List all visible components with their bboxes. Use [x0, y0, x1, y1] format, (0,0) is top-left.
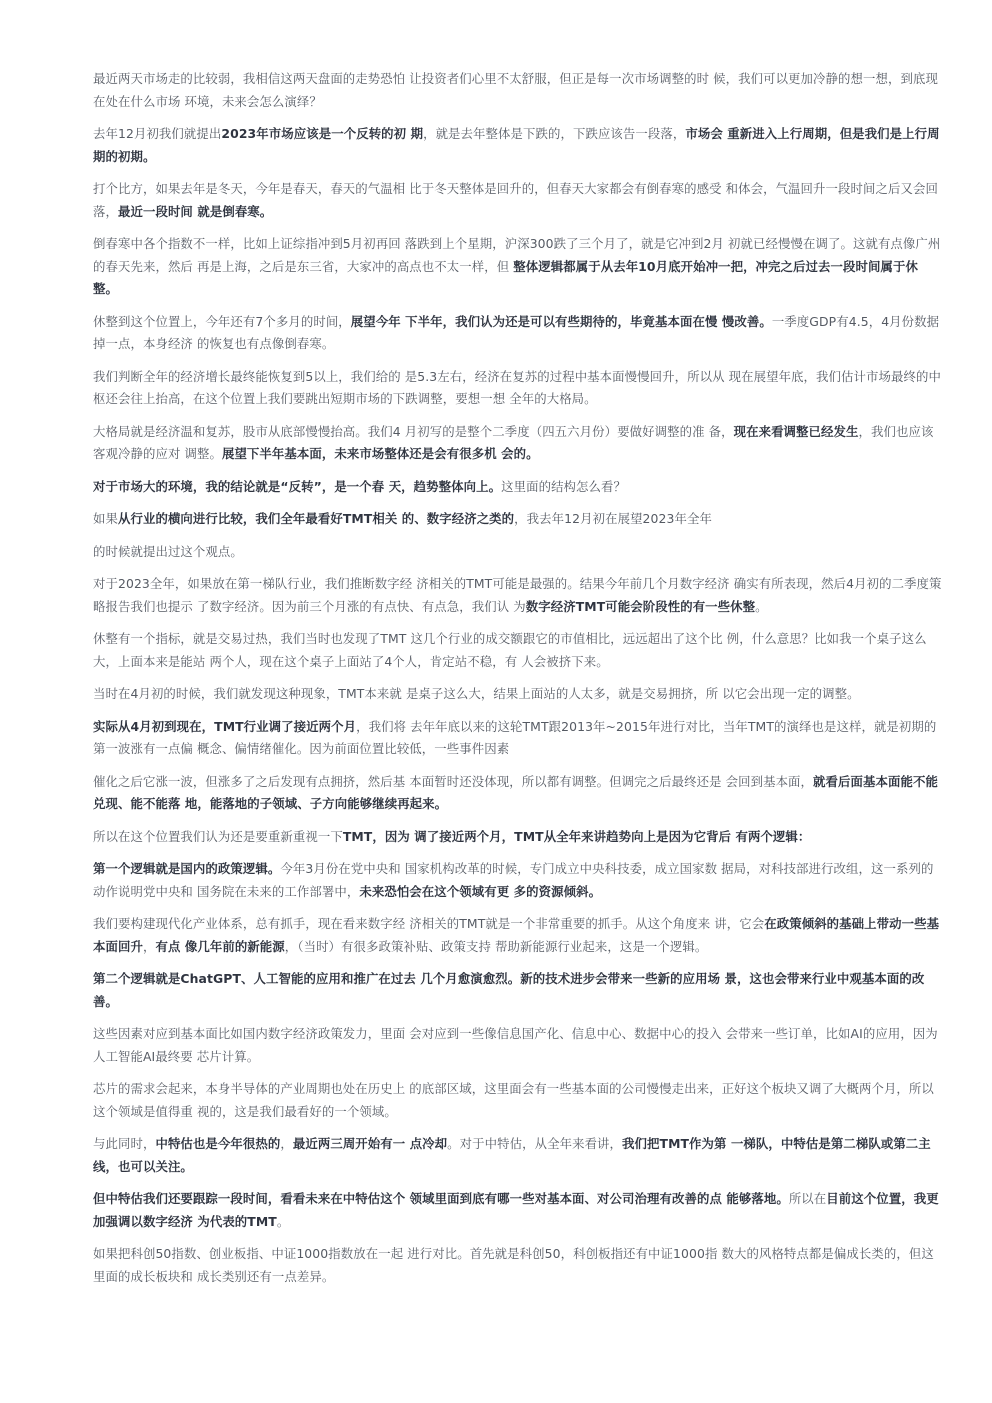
paragraph [93, 628, 942, 673]
body-text: 的时候就提出过这个观点。 [93, 543, 243, 559]
body-text: 所以在 [788, 1191, 827, 1206]
paragraph [93, 1243, 942, 1288]
paragraph [93, 683, 942, 706]
paragraph [93, 1133, 942, 1178]
bold-text: 实际从4月初到现在，TMT行业调了接近两个月 [93, 718, 357, 734]
bold-text: 数字经济TMT可能会阶段性的有一些休整 [525, 598, 756, 614]
paragraph [93, 1188, 942, 1233]
bold-text: 第一个逻辑就是国内的政策逻辑。 [93, 861, 281, 876]
bold-text: 展望今年 下半年，我们认为还是可以有些期待的，毕竟基本面在慢 慢改善。 [350, 313, 772, 329]
paragraph [93, 771, 942, 816]
body-text: 催化之后它涨一波，但涨多了之后发现有点拥挤，然后基 本面暂时还没体现，所以都有调整。但调完之后最终还是 会回到基本面， [93, 773, 814, 789]
bold-text: 中特估也是今年很热的 [155, 1136, 281, 1151]
body-text: ， [280, 1136, 293, 1151]
body-text: 最近两天市场走的比较弱，我相信这两天盘面的走势恐怕 让投资者们心里不太舒服，但正是每一次市场调整的时 候，我们可以更加冷静的想一想，到底现在处在什么市场 环境，未来会怎么演绎？ [93, 71, 938, 109]
body-text: 休整有一个指标，就是交易过热，我们当时也发现了TMT 这几个行业的成交额跟它的市值相比，远远超出了这个比 例，什么意思？比如我一个桌子这么大，上面本来是能站 两个人，现在这个桌子上面站了4个人，肯定站不稳，有 人会被挤下来。 [93, 631, 927, 669]
bold-text: 有点 像几年前的新能源 [155, 938, 285, 954]
body-text: 。对于中特估，从全年来看讲， [447, 1136, 623, 1151]
paragraph [93, 508, 942, 531]
paragraph [93, 178, 942, 223]
bold-text: 但中特估我们还要跟踪一段时间，看看未来在中特估这个 领域里面到底有哪一些对基本面、对公司治理有改善的点 能够落地。 [93, 1191, 789, 1206]
paragraph [93, 1078, 942, 1123]
body-text: 休整到这个位置上，今年还有7个多月的时间， [93, 313, 351, 329]
body-text: 。 [755, 598, 768, 614]
bold-text: 第二个逻辑就是ChatGPT、人工智能的应用和推广在过去 几个月愈演愈烈。新的技术进步会带来一些新的应用场 景，这也会带来行业中观基本面的改善。 [93, 971, 925, 1009]
bold-text: 最近两三周开始有一 点冷却 [292, 1136, 448, 1151]
bold-text: 现在来看调整已经发生 [733, 423, 859, 439]
body-text: ，就是去年整体是下跌的，下跌应该告一段落， [423, 126, 686, 141]
paragraph [93, 233, 942, 301]
body-text: 一季度GDP有4.5，4月份数据掉一点，本身经济 的恢复也有点像倒春寒。 [93, 313, 940, 351]
bold-text: 目前这个位置，我更加强调以数字经济 为代表的TMT [93, 1191, 939, 1229]
body-text: ，我们将 去年年底以来的这轮TMT跟2013年~2015年进行对比，当年TMT的演绎也是这样，就是初期的第一波涨有一点偏 概念、偏情绪催化。因为前面位置比较低，一些事件因素 [93, 718, 937, 756]
body-text: 我们要构建现代化产业体系，总有抓手，现在看来数字经 济相关的TMT就是一个非常重要的抓手。从这个角度来 讲，它会 [93, 916, 765, 931]
bold-text: 就看后面基本面能不能兑现、能不能落 地，能落地的子领域、子方向能够继续再起来。 [93, 773, 938, 811]
paragraph [93, 68, 942, 113]
paragraph [93, 858, 942, 903]
bold-text: 对于市场大的环境，我的结论就是“反转”，是一个春 天，趋势整体向上。 [93, 478, 502, 494]
bold-text: 我们把TMT作为第 一梯队，中特估是第二梯队或第二主线，也可以关注。 [93, 1136, 931, 1174]
body-text: 对于2023全年，如果放在第一梯队行业，我们推断数字经 济相关的TMT可能是最强的。结果今年前几个月数字经济 确实有所表现，然后4月初的二季度策略报告我们也提示 了数字经济。因为前三个月涨的有点快、有点急，我们认 为 [93, 576, 942, 614]
paragraph [93, 1023, 942, 1068]
paragraph [93, 826, 942, 849]
bold-text: 展望下半年基本面，未来市场整体还是会有很多机 会的。 [221, 446, 539, 461]
body-text: 这里面的结构怎么看？ [501, 478, 627, 494]
bold-text: 市场会 重新进入上行周期，但是我们是上行周期的初期。 [93, 126, 940, 164]
paragraph [93, 421, 942, 466]
paragraph [93, 311, 942, 356]
body-text: ，（当时）有很多政策补贴、政策支持 帮助新能源行业起来，这是一个逻辑。 [284, 938, 708, 954]
body-text: ，我们也应该客观冷静的应对 调整。 [93, 423, 934, 461]
body-text: ，我去年12月初在展望2023年全年 [514, 511, 712, 526]
body-text: 我们判断全年的经济增长最终能恢复到5以上，我们给的 是5.3左右，经济在复苏的过程中基本面慢慢回升，所以从 现在展望年底，我们估计市场最终的中枢还会往上抬高，在这个位置上我们要跳出短期市场的下跌调整，要想一想 全年的大格局。 [93, 368, 941, 406]
body-text: 与此同时， [93, 1136, 156, 1151]
body-text: 今年3月份在党中央和 国家机构改革的时候，专门成立中央科技委，成立国家数 据局，对科技部进行改组，这一系列的动作说明党中央和 国务院在未来的工作部署中， [93, 861, 934, 899]
paragraph [93, 366, 942, 411]
body-text: 去年12月初我们就提出 [93, 126, 222, 141]
body-text: 如果把科创50指数、创业板指、中证1000指数放在一起 进行对比。首先就是科创50，科创板指还有中证1000指 数大的风格特点都是偏成长类的，但这里面的成长板块和 成长类别还有一点差异。 [93, 1246, 934, 1284]
body-text: 。 [276, 1213, 290, 1229]
paragraph [93, 716, 942, 761]
paragraph [93, 913, 942, 958]
body-text: 当时在4月初的时候，我们就发现这种现象，TMT本来就 是桌子这么大，结果上面站的人太多，就是交易拥挤，所 以它会出现一定的调整。 [93, 686, 860, 701]
body-text: ， [142, 938, 156, 954]
paragraph [93, 476, 942, 499]
body-text: 大格局就是经济温和复苏，股市从底部慢慢抬高。我们4 月初写的是整个二季度（四五六月份）要做好调整的准 备， [93, 423, 734, 439]
bold-text: 在政策倾斜的基础上带动一些基本面回升 [93, 916, 940, 954]
bold-text: 最近一段时间 就是倒春寒。 [117, 203, 273, 219]
body-text: 打个比方，如果去年是冬天，今年是春天，春天的气温相 比于冬天整体是回升的，但春天大家都会有倒春寒的感受 和体会，气温回升一段时间之后又会回落， [93, 181, 938, 219]
bold-text: 2023年市场应该是一个反转的初 期 [221, 126, 424, 141]
paragraph [93, 968, 942, 1013]
bold-text: 从行业的横向进行比较，我们全年最看好TMT相关 的、数字经济之类的 [117, 511, 515, 526]
body-text: 如果 [93, 511, 118, 526]
body-text: 所以在这个位置我们认为还是要重新重视一下 [93, 828, 343, 844]
paragraph [93, 541, 942, 564]
body-text: 倒春寒中各个指数不一样，比如上证综指冲到5月初再回 落跌到上个星期，沪深300跌了三个月了，就是它冲到2月 初就已经慢慢在调了。这就有点像广州的春天先来，然后 再是上海，之后是东三省，大家冲的高点也不太一样，但 [93, 236, 941, 274]
body-text: 芯片的需求会起来，本身半导体的产业周期也处在历史上 的底部区域，这里面会有一些基本面的公司慢慢走出来，正好这个板块又调了大概两个月，所以这个领域是值得重 视的，这是我们最看好的一个领域。 [93, 1081, 934, 1119]
bold-text: 整体逻辑都属于从去年10月底开始冲一把，冲完之后过去一段时间属于休整。 [93, 258, 918, 296]
bold-text: 未来恐怕会在这个领域有更 多的资源倾斜。 [359, 883, 602, 899]
bold-text: TMT，因为 调了接近两个月，TMT从全年来讲趋势向上是因为它背后 有两个逻辑： [342, 828, 811, 844]
body-text: 这些因素对应到基本面比如国内数字经济政策发力，里面 会对应到一些像信息国产化、信息中心、数据中心的投入 会带来一些订单，比如AI的应用，因为人工智能AI最终要 芯片计算。 [93, 1026, 938, 1064]
paragraph [93, 573, 942, 618]
paragraph [93, 123, 942, 168]
